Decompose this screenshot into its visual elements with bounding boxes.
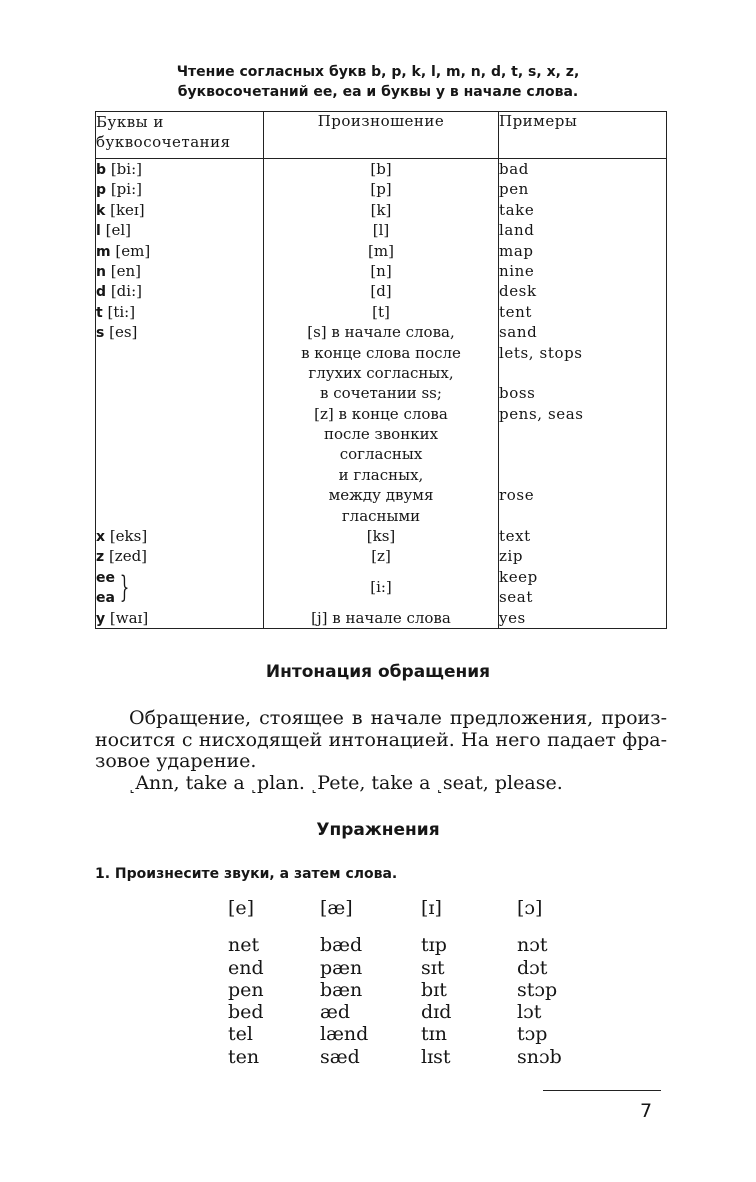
pronunciation-row: согласных: [339, 445, 423, 464]
example-row: seat: [499, 588, 533, 607]
letter-name: [keɪ]: [110, 200, 145, 219]
pronunciation-row: [l]: [372, 221, 390, 240]
pronunciation-row: [t]: [372, 302, 390, 321]
example-row: yes: [499, 608, 526, 627]
sound-header: [ɪ]: [421, 897, 442, 919]
word: sæd: [320, 1045, 360, 1068]
pronunciation-row: [d]: [370, 282, 392, 301]
pronunciation-row: между двумя: [328, 486, 434, 505]
word: bɪt: [421, 978, 447, 1001]
example-row: [499, 506, 666, 526]
letter-row: [96, 281, 263, 301]
example-row: [499, 424, 666, 444]
word: lɔt: [517, 1001, 542, 1024]
pronunciation-row: [k]: [370, 200, 392, 219]
letter-name: [el]: [105, 221, 131, 240]
word: tɪn: [421, 1023, 447, 1046]
table-body-row: [96, 159, 667, 629]
caption-line-1: Чтение согласных букв b, p, k, l, m, n, d, t, s, x, z,: [176, 64, 580, 80]
example-row: sand: [499, 323, 538, 342]
pronunciation-row: [i:]: [370, 578, 392, 597]
exercise-1-title: 1. Произнесите звуки, а затем слова.: [95, 866, 398, 882]
sound-header: [ɔ]: [517, 897, 543, 919]
letter-name: [en]: [110, 261, 141, 280]
letter: p: [96, 182, 107, 199]
pronunciation-row: [z]: [371, 547, 391, 566]
sound-column-e: [228, 897, 264, 1068]
example-row: boss: [499, 384, 536, 403]
pronunciation-row: [z] в конце слова: [314, 404, 448, 423]
example-row: [499, 363, 666, 383]
example-row: tent: [499, 302, 532, 321]
letters-column: [96, 159, 264, 629]
exercises-title: Упражнения: [316, 820, 440, 840]
letter-row: [96, 179, 263, 199]
header-letters-line2: буквосочетания: [96, 133, 231, 151]
letter: y: [96, 610, 106, 627]
example-row: take: [499, 200, 535, 219]
paragraph-line-3: зовое ударение.: [95, 750, 257, 772]
letter-row: [96, 546, 263, 566]
letter-row: [96, 526, 263, 546]
pronunciation-row: [b]: [370, 160, 392, 178]
letter-row: [96, 200, 263, 220]
letter: x: [96, 529, 106, 546]
pronunciation-row: [n]: [370, 261, 392, 280]
word: end: [228, 956, 264, 979]
intonation-example: ˻Ann, take a ˻plan. ˻Pete, take a ˻seat, please.: [129, 771, 563, 794]
word: bed: [228, 1001, 264, 1024]
sound-header: [æ]: [320, 897, 353, 919]
examples-column: [499, 159, 667, 629]
example-row: [499, 465, 666, 485]
letter: m: [96, 243, 111, 260]
example-row: lets, stops: [499, 343, 583, 362]
letter-name: [zed]: [108, 547, 148, 566]
pronunciation-row: и гласных,: [338, 465, 424, 484]
letter-name: [es]: [109, 323, 138, 342]
caption-line-2: буквосочетаний ee, ea и буквы y в начале слова.: [177, 84, 579, 100]
letter-name: [ti:]: [107, 302, 136, 321]
letter: l: [96, 223, 101, 240]
letter-row: [96, 363, 263, 383]
letter-row: [96, 465, 263, 485]
word: nɔt: [517, 934, 548, 957]
example-row: bad: [499, 160, 529, 178]
letter-row: [96, 322, 263, 342]
example-row: text: [499, 527, 531, 546]
sound-header: [e]: [228, 897, 255, 919]
example-row: map: [499, 241, 534, 260]
header-examples: Примеры: [499, 112, 667, 159]
example-row: desk: [499, 282, 537, 301]
letter: d: [96, 284, 107, 301]
header-letters-line1: Буквы и: [96, 113, 164, 131]
letter-row: [96, 302, 263, 322]
page-number: 7: [640, 1100, 653, 1122]
pronunciation-row: [ks]: [366, 527, 396, 546]
letter-row: [96, 343, 263, 363]
header-letters: [96, 112, 264, 159]
letter: n: [96, 263, 106, 280]
letter: b: [96, 162, 107, 178]
word: lɪst: [421, 1045, 451, 1068]
letter-row: [96, 241, 263, 261]
pronunciation-row: [j] в начале слова: [311, 608, 451, 627]
letter-name: [pi:]: [110, 180, 142, 199]
letter-row: [96, 261, 263, 281]
pronunciation-column: [264, 159, 499, 629]
pronunciation-row: глухих согласных,: [308, 363, 454, 382]
word: dɔt: [517, 956, 548, 979]
letter: ee: [96, 569, 115, 586]
letter: z: [96, 549, 105, 566]
paragraph-line-1: Обращение, стоящее в начале предложения, произ-: [129, 707, 667, 729]
word: lænd: [320, 1023, 369, 1046]
word: æd: [320, 1001, 351, 1024]
example-row: pens, seas: [499, 404, 584, 423]
letter-name: [bi:]: [110, 160, 142, 178]
pronunciation-row: гласными: [341, 506, 421, 525]
letter-name: [eks]: [109, 527, 148, 546]
letter-row: [96, 506, 263, 526]
header-pronunciation: Произношение: [264, 112, 499, 159]
intonation-title: Интонация обращения: [265, 662, 491, 682]
word: sɪt: [421, 956, 445, 979]
word: dɪd: [421, 1001, 452, 1024]
example-row: pen: [499, 180, 529, 199]
example-row: land: [499, 221, 535, 240]
letter-row: [96, 383, 263, 403]
pronunciation-row: [p]: [370, 180, 392, 199]
letter-row: [96, 608, 263, 628]
letter-row: [96, 485, 263, 505]
letter: k: [96, 202, 106, 219]
letter-name: [di:]: [110, 282, 142, 301]
letter-name: }: [119, 568, 130, 605]
letter-row: [96, 159, 263, 179]
table-header-row: [96, 112, 667, 159]
letter: t: [96, 304, 103, 321]
pronunciation-row: в конце слова после: [301, 343, 461, 362]
example-row: keep: [499, 567, 538, 586]
example-row: nine: [499, 261, 535, 280]
letter-row: [96, 444, 263, 464]
letter: s: [96, 325, 105, 342]
sound-column-ae: [320, 897, 368, 1068]
pronunciation-row: [m]: [368, 241, 394, 260]
example-row: zip: [499, 547, 524, 566]
word: bæn: [320, 978, 363, 1001]
example-row: rose: [499, 486, 535, 505]
letter-row: [96, 404, 263, 424]
paragraph-line-2: носится с нисходящей интонацией. На него падает фра-: [95, 728, 667, 751]
word: tel: [228, 1023, 253, 1046]
letter-name: [waɪ]: [109, 608, 149, 627]
letter-row: [96, 220, 263, 240]
intonation-paragraph: [95, 708, 667, 794]
footer-divider: [543, 1090, 661, 1091]
table-caption: [0, 62, 756, 102]
pronunciation-table: [95, 111, 667, 629]
word: snɔb: [517, 1045, 562, 1068]
word: stɔp: [517, 978, 558, 1001]
sound-column-i: [421, 897, 451, 1068]
word: tɔp: [517, 1023, 548, 1046]
word: ten: [228, 1045, 260, 1068]
word: pæn: [320, 956, 363, 979]
pronunciation-row: после звонких: [323, 425, 439, 444]
word: tɪp: [421, 934, 447, 957]
word: pen: [228, 978, 264, 1001]
word: net: [228, 934, 260, 957]
sound-column-o: [517, 897, 562, 1068]
letter: ea: [96, 590, 115, 607]
letter-row: [96, 424, 263, 444]
pronunciation-row: в сочетании ss;: [320, 384, 442, 403]
example-row: [499, 444, 666, 464]
pronunciation-row: [s] в начале слова,: [307, 323, 455, 342]
word: bæd: [320, 934, 363, 957]
letter-name: [em]: [115, 241, 151, 260]
